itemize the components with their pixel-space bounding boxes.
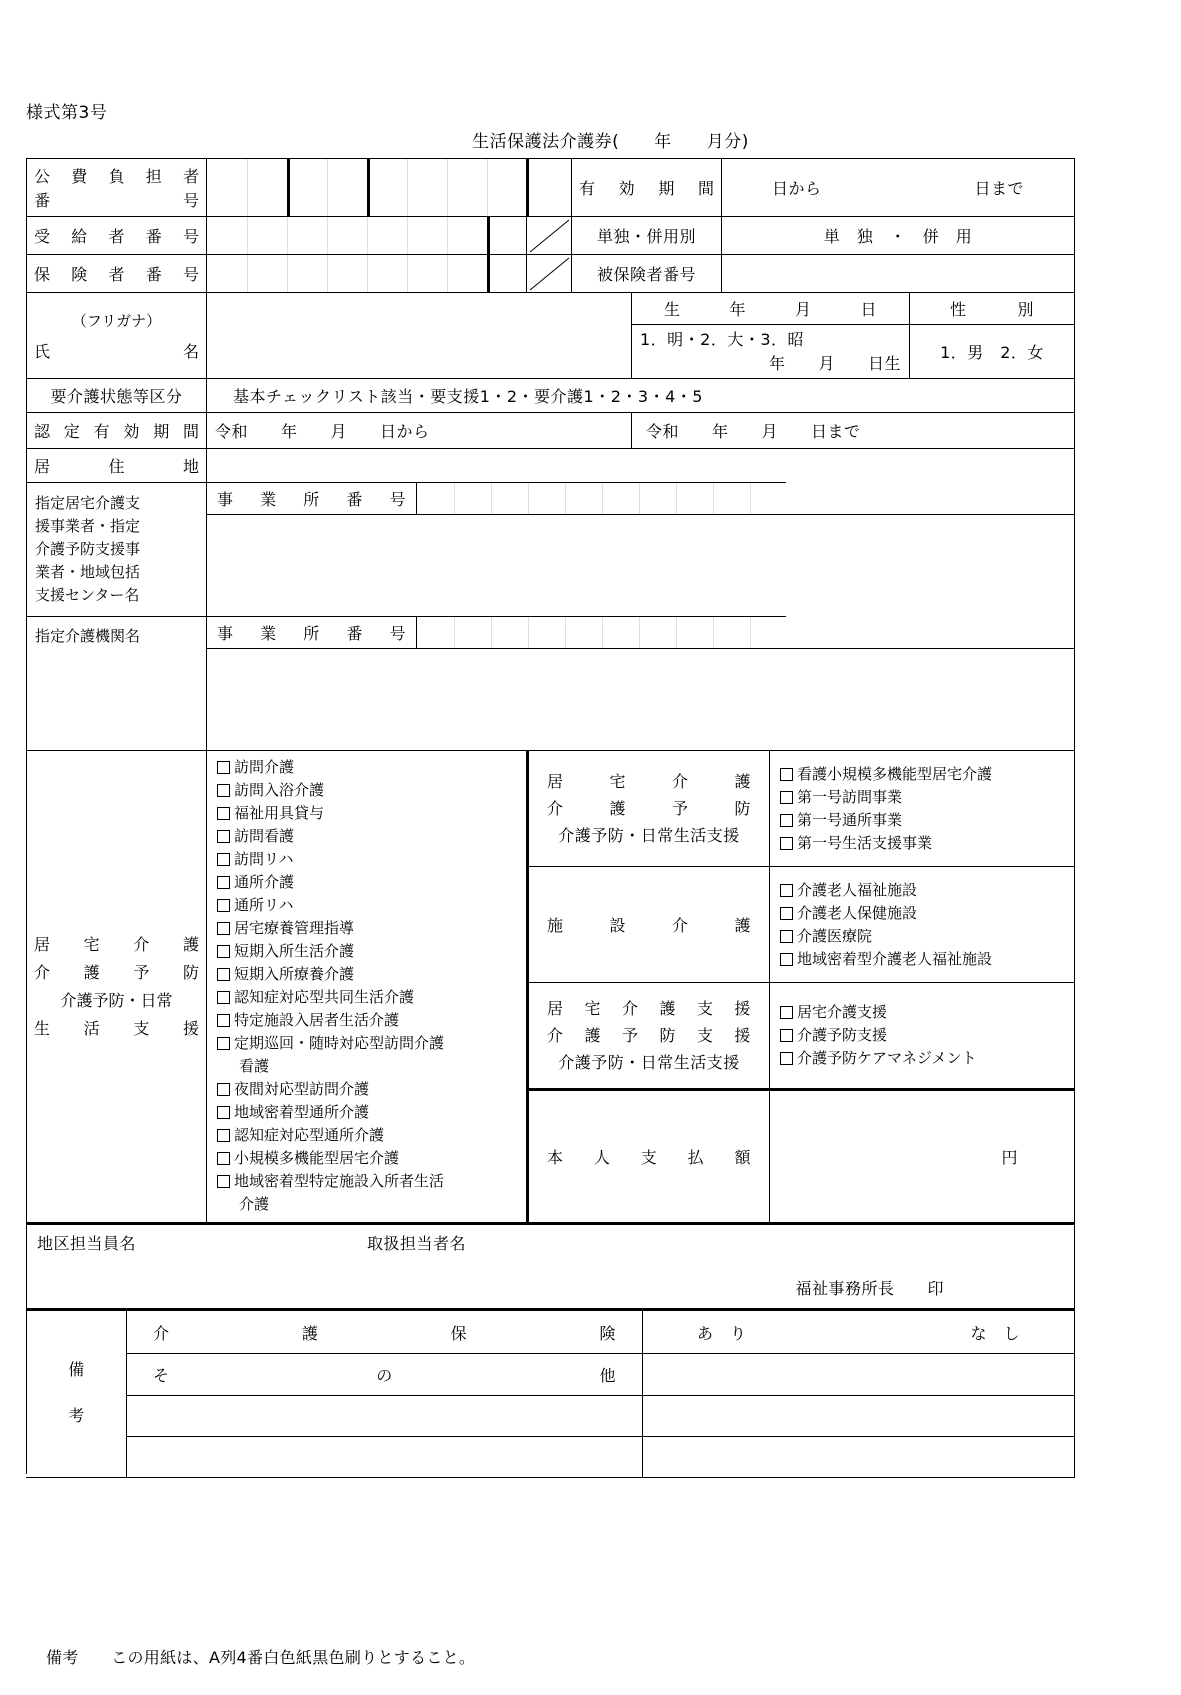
district-officer-label: 地区担当員名	[37, 1234, 137, 1253]
checkbox-item[interactable]: 第一号生活支援事業	[780, 832, 932, 855]
checkbox-icon[interactable]	[217, 968, 230, 981]
checkbox-item[interactable]: 居宅介護支援	[780, 1001, 887, 1024]
diagonal-strike-icon	[527, 255, 572, 293]
main-form-table	[26, 158, 1075, 1478]
checkbox-item-continuation: 介護	[239, 1195, 270, 1213]
checkbox-icon[interactable]	[217, 784, 230, 797]
name-input[interactable]	[206, 292, 631, 378]
row-insurer-number	[26, 254, 1074, 292]
checkbox-item[interactable]: 介護医療院	[780, 925, 872, 948]
checkbox-item[interactable]: 居宅療養管理指導	[217, 917, 354, 940]
birth-era: 1．明・2．大・3．昭	[640, 329, 805, 349]
valid-period-label: 有 効 期 間	[571, 158, 721, 216]
care-institution-right	[206, 616, 1074, 750]
checkbox-icon[interactable]	[217, 830, 230, 843]
checkbox-icon[interactable]	[217, 945, 230, 958]
recipient-number-slash-cell	[526, 216, 571, 254]
insured-number-label: 被保険者番号	[571, 254, 721, 292]
checkbox-item[interactable]: 介護老人保健施設	[780, 902, 917, 925]
gender-header: 性 別	[909, 292, 1074, 324]
checkbox-item[interactable]: 訪問介護	[217, 756, 294, 779]
remarks-yes[interactable]: あ り	[697, 1323, 747, 1343]
checkbox-icon[interactable]	[217, 1129, 230, 1142]
care-support-office-right	[206, 482, 1074, 616]
remarks-row-label[interactable]	[126, 1436, 642, 1477]
care-institution-number-label: 事 業 所 番 号	[206, 616, 416, 648]
care-support-office-number-input[interactable]	[416, 482, 786, 514]
service-group-support-label: 居 宅 介 護 支 援 介 護 予 防 支 援 介護予防・日常生活支援	[526, 982, 769, 1088]
remarks-row-label: そ の 他	[126, 1353, 642, 1395]
insurer-number-label: 保 険 者 番 号	[26, 254, 206, 292]
public-expense-check-digit-input[interactable]	[526, 158, 571, 216]
row-name-birth-gender	[26, 292, 1074, 378]
service-group-support-items	[769, 982, 1074, 1088]
checkbox-item[interactable]: 福祉用具貸与	[217, 802, 324, 825]
valid-period-from: 日から	[772, 179, 822, 198]
checkbox-icon[interactable]	[217, 853, 230, 866]
checkbox-item[interactable]: 認知症対応型通所介護	[217, 1124, 384, 1147]
checkbox-item[interactable]: 短期入所生活介護	[217, 940, 354, 963]
care-support-office-number-label: 事 業 所 番 号	[206, 482, 416, 514]
checkbox-icon[interactable]	[217, 1014, 230, 1027]
checkbox-item[interactable]: 第一号通所事業	[780, 809, 902, 832]
care-institution-number-input[interactable]	[416, 616, 786, 648]
checkbox-icon[interactable]	[780, 953, 793, 966]
checkbox-item[interactable]: 訪問入浴介護	[217, 779, 324, 802]
checkbox-icon[interactable]	[217, 899, 230, 912]
valid-period-value[interactable]	[721, 158, 1074, 216]
row-care-support-office	[26, 482, 1074, 616]
checkbox-icon[interactable]	[780, 1006, 793, 1019]
handler-label: 取扱担当者名	[367, 1234, 467, 1253]
checkbox-item[interactable]: 介護予防支援	[780, 1024, 887, 1047]
checkbox-icon[interactable]	[217, 922, 230, 935]
furigana-label: （フリガナ）	[71, 311, 162, 330]
checkbox-item[interactable]: 小規模多機能型居宅介護	[217, 1147, 399, 1170]
remarks-label: 備 考	[26, 1308, 126, 1474]
remarks-row-value[interactable]	[642, 1353, 1074, 1395]
row-residence	[26, 448, 1074, 482]
care-institution-name-input[interactable]	[206, 648, 1074, 750]
checkbox-item[interactable]: 介護予防ケアマネジメント	[780, 1047, 977, 1070]
name-label-block	[26, 292, 206, 378]
gender-value[interactable]: 1．男 2．女	[909, 324, 1074, 378]
checkbox-icon[interactable]	[780, 791, 793, 804]
services-left-label-row4: 生 活 支 援	[34, 1018, 199, 1038]
self-payment-row	[526, 1088, 1074, 1222]
checkbox-icon[interactable]	[217, 1037, 230, 1050]
service-group-facility-label: 施 設 介 護	[526, 866, 769, 982]
service-group-facility-items	[769, 866, 1074, 982]
row-public-expense	[26, 158, 1074, 216]
checkbox-item[interactable]: 地域密着型特定施設入所者生活	[217, 1170, 444, 1193]
checkbox-icon[interactable]	[217, 1083, 230, 1096]
gender-block	[909, 292, 1074, 378]
birth-block	[631, 292, 909, 378]
checkbox-item[interactable]: 夜間対応型訪問介護	[217, 1078, 369, 1101]
care-level-value[interactable]: 基本チェックリスト該当・要支援1・2・要介護1・2・3・4・5	[206, 378, 1074, 412]
row-care-institution	[26, 616, 1074, 750]
public-expense-label-line1: 公 費 負 担 者	[34, 167, 199, 186]
remarks-row	[126, 1311, 1074, 1353]
remarks-row-value[interactable]	[642, 1436, 1074, 1477]
checkbox-item[interactable]: 看護小規模多機能型居宅介護	[780, 763, 992, 786]
checkbox-icon[interactable]	[217, 761, 230, 774]
checkbox-item[interactable]: 地域密着型通所介護	[217, 1101, 369, 1124]
birth-header: 生 年 月 日	[631, 292, 909, 324]
checkbox-icon[interactable]	[217, 1152, 230, 1165]
diagonal-strike-icon	[527, 217, 572, 255]
row-recipient-number	[26, 216, 1074, 254]
single-combined-label: 単独・併用別	[571, 216, 721, 254]
checkbox-item[interactable]: 訪問リハ	[217, 848, 294, 871]
checkbox-icon[interactable]	[217, 1175, 230, 1188]
checkbox-item[interactable]: 定期巡回・随時対応型訪問介護	[217, 1032, 444, 1055]
recipient-number-input[interactable]	[206, 216, 526, 254]
checkbox-item[interactable]: 通所介護	[217, 871, 294, 894]
service-group-facility	[526, 866, 1074, 982]
row-certification-period	[26, 412, 1074, 448]
row-footer-officers	[26, 1222, 1074, 1308]
checkbox-icon[interactable]	[780, 1052, 793, 1065]
care-level-label: 要介護状態等区分	[26, 378, 206, 412]
services-right-groups	[526, 750, 1074, 1222]
certification-period-label: 認 定 有 効 期 間	[26, 412, 206, 448]
services-left-label	[26, 750, 206, 1222]
insurer-number-input[interactable]	[206, 254, 526, 292]
care-support-office-label: 指定居宅介護支 援事業者・指定 介護予防支援事 業者・地域包括 支援センター名	[26, 482, 206, 616]
remarks-row	[126, 1395, 1074, 1436]
checkbox-item-continuation: 看護	[239, 1057, 270, 1075]
home-care-checkbox-list	[206, 750, 526, 1222]
checkbox-icon[interactable]	[780, 768, 793, 781]
checkbox-item[interactable]: 訪問看護	[217, 825, 294, 848]
care-institution-label: 指定介護機関名	[26, 616, 206, 750]
remarks-row-label: 介 護 保 険	[126, 1311, 642, 1353]
service-group-preventive-items	[769, 750, 1074, 866]
insured-number-input[interactable]	[721, 254, 1074, 292]
checkbox-item[interactable]: 認知症対応型共同生活介護	[217, 986, 414, 1009]
checkbox-icon[interactable]	[780, 907, 793, 920]
service-group-preventive-label: 居 宅 介 護 介 護 予 防 介護予防・日常生活支援	[526, 750, 769, 866]
checkbox-item[interactable]: 第一号訪問事業	[780, 786, 902, 809]
checkbox-item[interactable]: 特定施設入居者生活介護	[217, 1009, 399, 1032]
remarks-row	[126, 1353, 1074, 1395]
remarks-row-value[interactable]	[642, 1311, 1074, 1353]
checkbox-item[interactable]: 通所リハ	[217, 894, 294, 917]
checkbox-icon[interactable]	[217, 991, 230, 1004]
bottom-note: 備考 この用紙は、A列4番白色紙黒色刷りとすること。	[46, 1648, 476, 1667]
birth-value[interactable]	[631, 324, 909, 378]
checkbox-icon[interactable]	[780, 814, 793, 827]
checkbox-icon[interactable]	[217, 876, 230, 889]
certification-period-to[interactable]: 令和 年 月 日まで	[631, 412, 1074, 448]
checkbox-icon[interactable]	[780, 837, 793, 850]
remarks-no[interactable]: な し	[970, 1323, 1020, 1343]
remarks-row	[126, 1436, 1074, 1477]
remarks-row-label[interactable]	[126, 1395, 642, 1436]
service-group-support	[526, 982, 1074, 1088]
valid-period-to: 日まで	[974, 179, 1024, 198]
checkbox-item[interactable]: 介護老人福祉施設	[780, 879, 917, 902]
residence-label: 居 住 地	[26, 448, 206, 482]
certification-period-from[interactable]: 令和 年 月 日から	[206, 412, 631, 448]
remarks-row-value[interactable]	[642, 1395, 1074, 1436]
services-left-label-row2: 介 護 予 防	[34, 962, 199, 982]
footer-officers-block	[26, 1222, 1074, 1308]
checkbox-icon[interactable]	[217, 1106, 230, 1119]
checkbox-icon[interactable]	[780, 1029, 793, 1042]
checkbox-icon[interactable]	[780, 884, 793, 897]
office-head-label: 福祉事務所長 印	[795, 1279, 944, 1298]
care-support-office-name-input[interactable]	[206, 514, 1074, 616]
public-expense-label	[26, 158, 206, 216]
self-payment-unit: 円	[1001, 1148, 1018, 1167]
form-number: 様式第3号	[26, 103, 108, 123]
self-payment-label: 本 人 支 払 額	[526, 1088, 769, 1222]
name-label: 氏 名	[34, 341, 199, 361]
services-left-label-row3: 介護予防・日常	[60, 990, 173, 1010]
checkbox-item[interactable]: 地域密着型介護老人福祉施設	[780, 948, 992, 971]
insurer-number-slash-cell	[526, 254, 571, 292]
single-combined-value[interactable]: 単 独 ・ 併 用	[721, 216, 1074, 254]
service-group-preventive	[526, 750, 1074, 866]
residence-input[interactable]	[206, 448, 1074, 482]
checkbox-icon[interactable]	[217, 807, 230, 820]
public-expense-label-line2: 番 号	[34, 191, 199, 210]
self-payment-value[interactable]	[769, 1088, 1074, 1222]
row-remarks	[26, 1308, 1074, 1477]
document-title	[0, 127, 1181, 152]
checkbox-icon[interactable]	[780, 930, 793, 943]
document-title-text: 生活保護法介護券( 年 月分)	[472, 132, 749, 152]
birth-date: 年 月 日生	[768, 353, 901, 373]
row-care-level	[26, 378, 1074, 412]
recipient-number-label: 受 給 者 番 号	[26, 216, 206, 254]
checkbox-item[interactable]: 短期入所療養介護	[217, 963, 354, 986]
remarks-rows	[126, 1308, 1074, 1477]
public-expense-number-input[interactable]	[206, 158, 526, 216]
services-left-label-row1: 居 宅 介 護	[34, 934, 199, 954]
row-services	[26, 750, 1074, 1222]
